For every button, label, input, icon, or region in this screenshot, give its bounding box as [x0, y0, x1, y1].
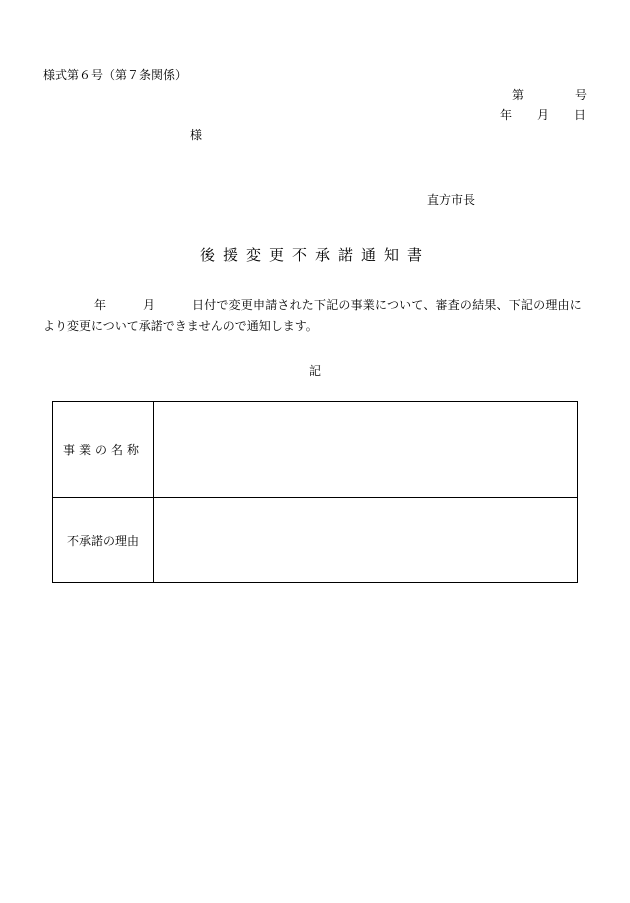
- refusal-reason-value[interactable]: [154, 498, 577, 583]
- body-line2: より変更について承諾できませんので通知します。: [43, 319, 318, 333]
- body-line1: 日付で変更申請された下記の事業について、審査の結果、下記の理由に: [192, 298, 582, 312]
- body-year: 年: [94, 298, 107, 312]
- date-year: 年: [500, 108, 513, 122]
- ki-label: 記: [309, 364, 322, 378]
- project-name-label: 事業の名称: [53, 402, 154, 497]
- table-row: [53, 402, 577, 498]
- doc-number-prefix: 第: [512, 88, 525, 102]
- body-month: 月: [143, 298, 156, 312]
- document-title: 後援変更不承諾通知書: [199, 246, 430, 264]
- table-row: [53, 498, 577, 583]
- date-month: 月: [537, 108, 550, 122]
- form-number: 様式第６号（第７条関係）: [43, 68, 188, 82]
- recipient-suffix: 様: [190, 128, 203, 142]
- project-name-value[interactable]: [154, 402, 577, 497]
- details-table: [52, 401, 578, 583]
- date-day: 日: [574, 108, 587, 122]
- doc-number-suffix: 号: [575, 88, 588, 102]
- issuer: 直方市長: [427, 193, 476, 207]
- refusal-reason-label: 不承諾の理由: [53, 498, 154, 583]
